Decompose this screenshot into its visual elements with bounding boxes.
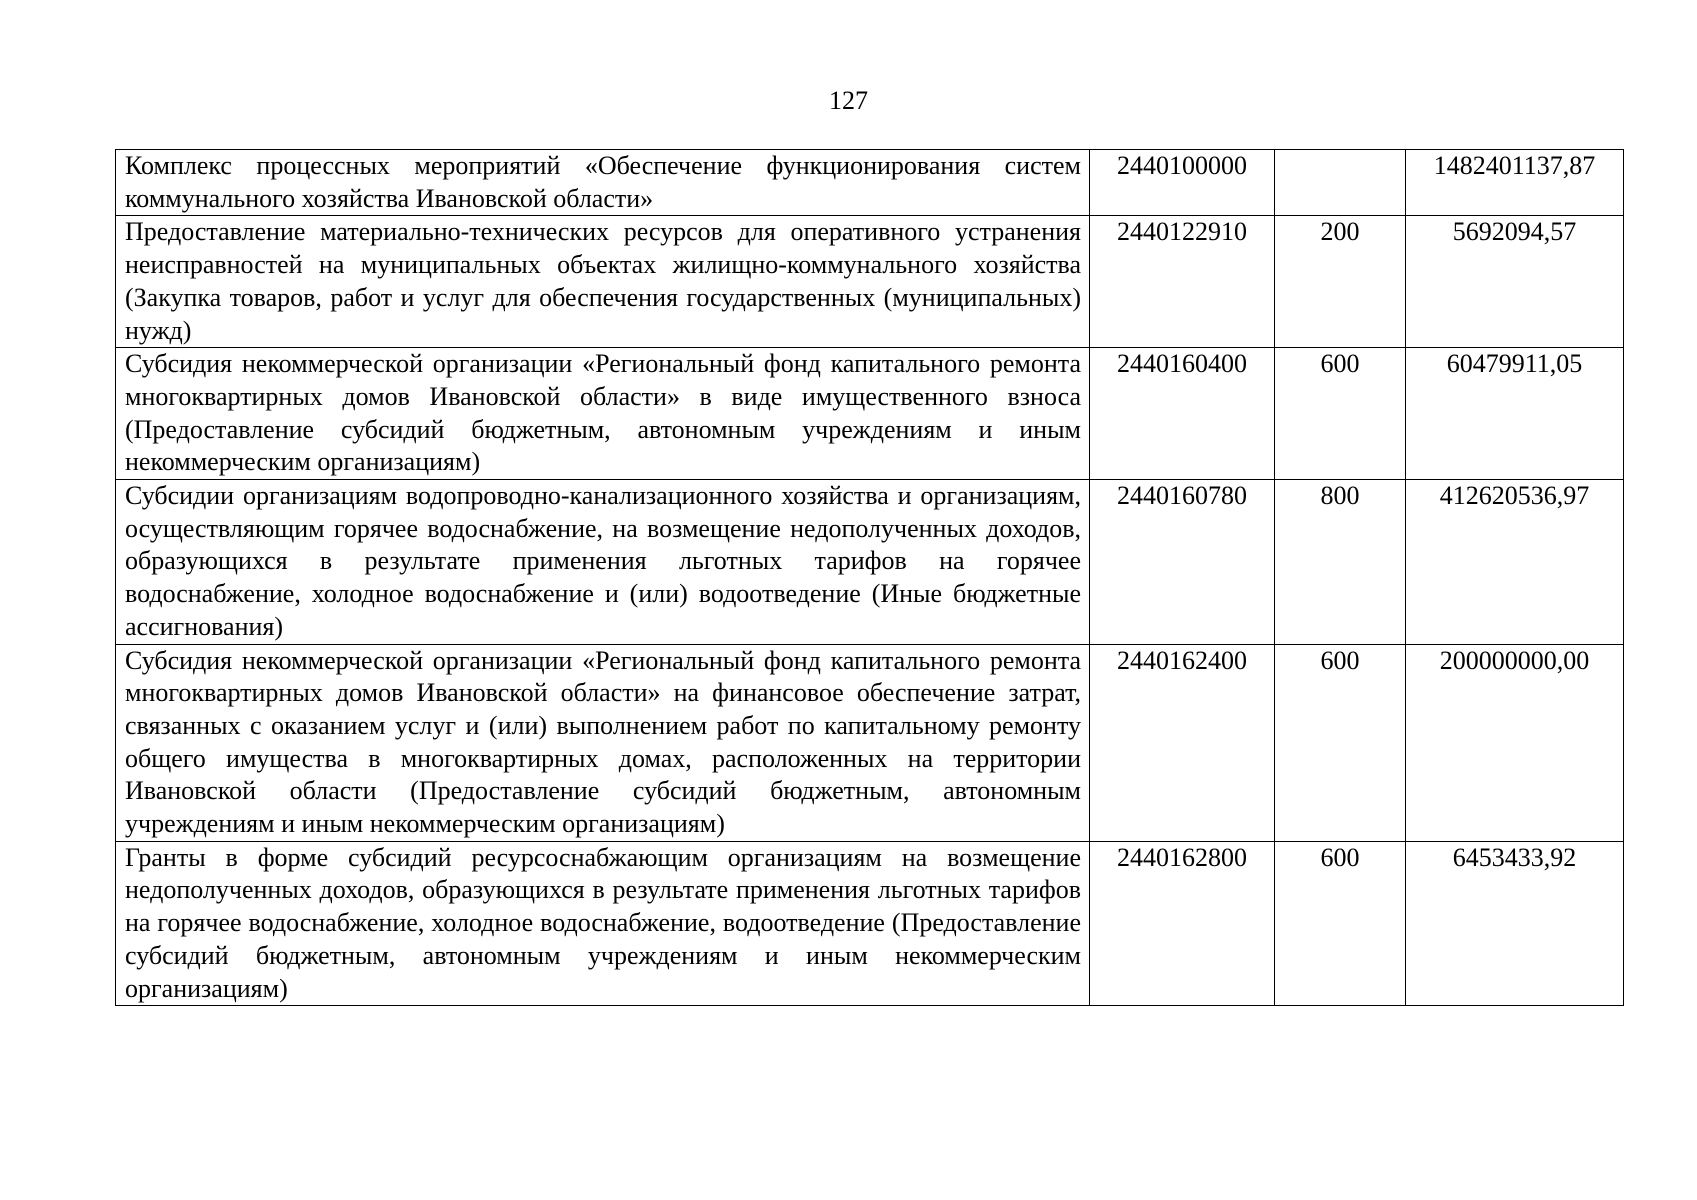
row-code-cell: 2440160400 bbox=[1090, 348, 1275, 480]
table-row bbox=[116, 216, 1624, 348]
row-name-cell: Предоставление материально-технических ресурсов для оперативного устранения неисправностей на муниципальных объектах жилищно-коммунального хозяйства (Закупка товаров, работ и услуг для обеспечения государственных (муниципальных) нужд) bbox=[116, 216, 1090, 348]
table-row bbox=[116, 841, 1624, 1006]
row-name-cell: Комплекс процессных мероприятий «Обеспечение функционирования систем коммунального хозяйства Ивановской области» bbox=[116, 150, 1090, 216]
row-amount-cell: 1482401137,87 bbox=[1406, 150, 1624, 216]
row-name-cell: Субсидии организациям водопроводно-канализационного хозяйства и организациям, осуществляющим горячее водоснабжение, на возмещение недополученных доходов, образующихся в результате применения льготных тарифов на горячее водоснабжение, холодное водоснабжение и (или) водоотведение (Иные бюджетные ассигнования) bbox=[116, 480, 1090, 645]
table-row bbox=[116, 644, 1624, 841]
row-code-cell: 2440160780 bbox=[1090, 480, 1275, 645]
row-amount-cell: 412620536,97 bbox=[1406, 480, 1624, 645]
row-expense-type-cell: 600 bbox=[1275, 348, 1406, 480]
row-name-cell: Субсидия некоммерческой организации «Региональный фонд капитального ремонта многоквартирных домов Ивановской области» в виде имущественного взноса (Предоставление субсидий бюджетным, автономным учреждениям и иным некоммерческим организациям) bbox=[116, 348, 1090, 480]
row-expense-type-cell: 200 bbox=[1275, 216, 1406, 348]
row-amount-cell: 6453433,92 bbox=[1406, 841, 1624, 1006]
table-row bbox=[116, 348, 1624, 480]
row-expense-type-cell: 800 bbox=[1275, 480, 1406, 645]
row-code-cell: 2440162800 bbox=[1090, 841, 1275, 1006]
row-code-cell: 2440162400 bbox=[1090, 644, 1275, 841]
row-amount-cell: 200000000,00 bbox=[1406, 644, 1624, 841]
table-row bbox=[116, 480, 1624, 645]
row-code-cell: 2440122910 bbox=[1090, 216, 1275, 348]
row-name-cell: Гранты в форме субсидий ресурсоснабжающим организациям на возмещение недополученных доходов, образующихся в результате применения льготных тарифов на горячее водоснабжение, холодное водоснабжение, водоотведение (Предоставление субсидий бюджетным, автономным учреждениям и иным некоммерческим организациям) bbox=[116, 841, 1090, 1006]
row-amount-cell: 60479911,05 bbox=[1406, 348, 1624, 480]
row-expense-type-cell bbox=[1275, 150, 1406, 216]
page-number: 127 bbox=[829, 86, 868, 115]
row-code-cell: 2440100000 bbox=[1090, 150, 1275, 216]
table-row bbox=[116, 150, 1624, 216]
row-expense-type-cell: 600 bbox=[1275, 841, 1406, 1006]
row-expense-type-cell: 600 bbox=[1275, 644, 1406, 841]
row-amount-cell: 5692094,57 bbox=[1406, 216, 1624, 348]
row-name-cell: Субсидия некоммерческой организации «Региональный фонд капитального ремонта многоквартирных домов Ивановской области» на финансовое обеспечение затрат, связанных с оказанием услуг и (или) выполнением работ по капитальному ремонту общего имущества в многоквартирных домах, расположенных на территории Ивановской области (Предоставление субсидий бюджетным, автономным учреждениям и иным некоммерческим организациям) bbox=[116, 644, 1090, 841]
budget-table bbox=[115, 149, 1624, 1006]
